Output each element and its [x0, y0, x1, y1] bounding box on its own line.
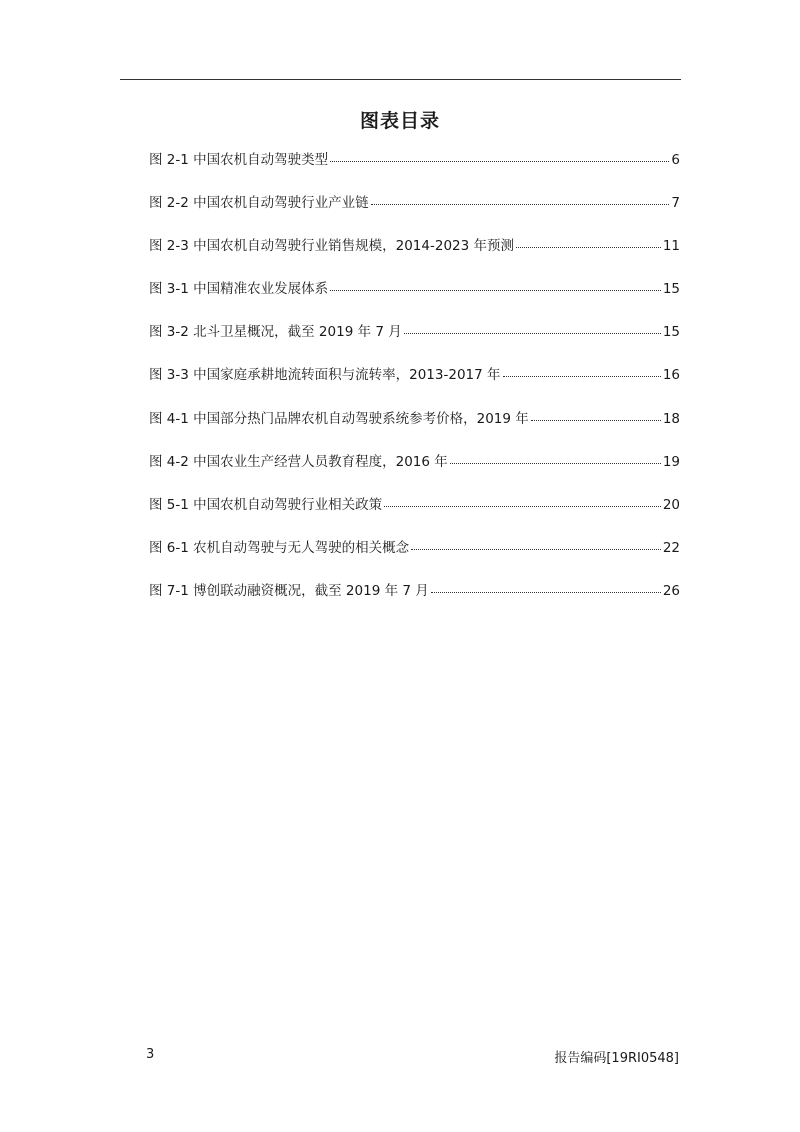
footer-page-number: 3: [146, 1047, 155, 1062]
toc-leader: [503, 364, 661, 377]
toc-entry-page: 22: [662, 539, 680, 556]
toc-entry[interactable]: [149, 192, 680, 235]
toc-entry[interactable]: [149, 364, 680, 407]
toc-entry-label: 图 2-3 中国农机自动驾驶行业销售规模，2014-2023 年预测: [149, 238, 515, 255]
toc-entry-label: 图 7-1 博创联动融资概况，截至 2019 年 7 月: [149, 582, 429, 599]
toc-list: [149, 149, 680, 623]
toc-leader: [450, 451, 661, 464]
toc-entry-label: 图 2-1 中国农机自动驾驶类型: [149, 152, 329, 168]
toc-entry[interactable]: [149, 494, 680, 537]
toc-entry[interactable]: [149, 580, 680, 623]
toc-entry-label: 图 3-3 中国家庭承耕地流转面积与流转率，2013-2017 年: [149, 367, 501, 384]
toc-leader: [404, 321, 661, 334]
toc-entry[interactable]: [149, 321, 680, 364]
toc-entry-page: 19: [662, 453, 680, 470]
toc-entry[interactable]: [149, 537, 680, 580]
toc-entry-page: 6: [671, 152, 680, 168]
toc-entry-label: 图 4-2 中国农业生产经营人员教育程度，2016 年: [149, 453, 448, 470]
toc-leader: [371, 192, 670, 205]
toc-leader: [531, 408, 661, 421]
toc-entry-label: 图 5-1 中国农机自动驾驶行业相关政策: [149, 496, 383, 513]
toc-entry-label: 图 6-1 农机自动驾驶与无人驾驶的相关概念: [149, 539, 410, 556]
toc-entry[interactable]: [149, 149, 680, 192]
toc-entry-page: 15: [662, 281, 680, 298]
toc-entry[interactable]: [149, 235, 680, 278]
toc-leader: [330, 278, 661, 291]
toc-entry-label: 图 4-1 中国部分热门品牌农机自动驾驶系统参考价格，2019 年: [149, 410, 529, 427]
toc-leader: [411, 537, 661, 550]
toc-leader: [330, 149, 669, 162]
toc-entry-page: 20: [662, 496, 680, 513]
toc-entry[interactable]: [149, 408, 680, 451]
toc-title: 图表目录: [359, 110, 440, 132]
toc-leader: [516, 235, 661, 248]
toc-leader: [431, 580, 661, 593]
toc-entry-page: 16: [662, 367, 680, 384]
toc-entry-page: 15: [662, 324, 680, 341]
toc-entry-page: 18: [662, 410, 680, 427]
toc-entry-label: 图 2-2 中国农机自动驾驶行业产业链: [149, 195, 369, 212]
header-rule: [120, 79, 681, 80]
toc-entry[interactable]: [149, 278, 680, 321]
toc-entry-page: 11: [662, 238, 680, 255]
footer-report-code: 报告编码[19RI0548]: [554, 1051, 679, 1066]
toc-entry[interactable]: [149, 451, 680, 494]
toc-leader: [384, 494, 661, 507]
toc-entry-page: 7: [671, 195, 680, 212]
toc-entry-label: 图 3-2 北斗卫星概况，截至 2019 年 7 月: [149, 324, 402, 341]
toc-entry-page: 26: [662, 582, 680, 599]
toc-entry-label: 图 3-1 中国精准农业发展体系: [149, 281, 329, 298]
